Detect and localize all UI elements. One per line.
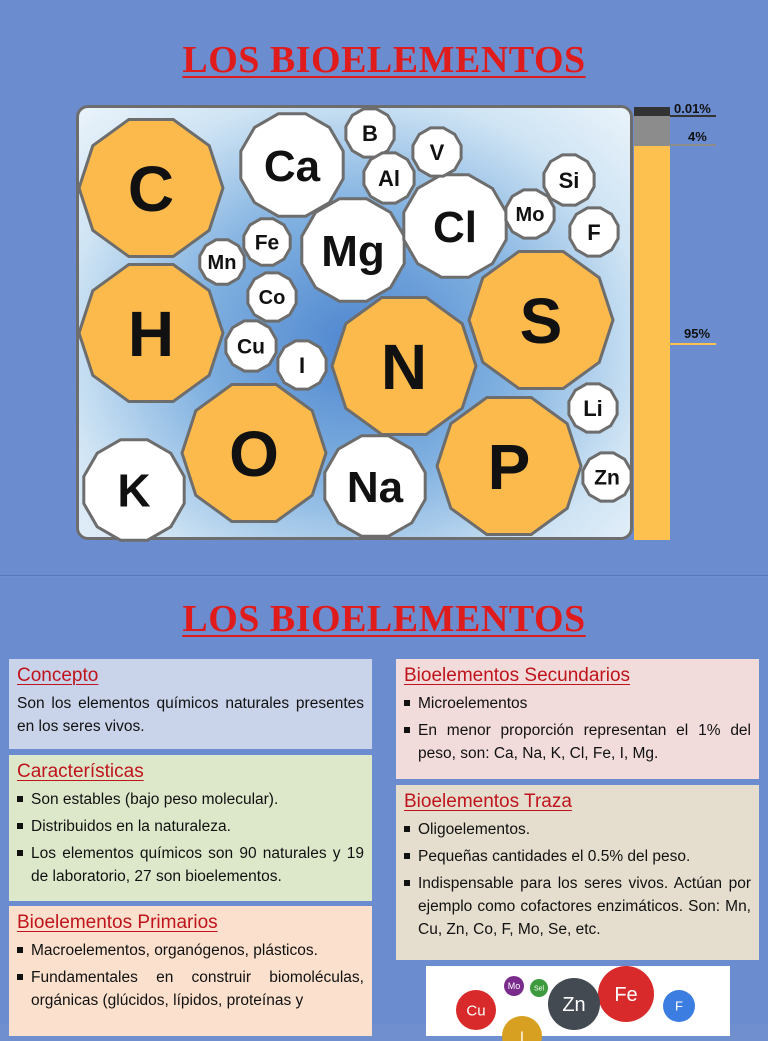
element-symbol: Cu [237,335,265,359]
element-bubble-li [569,384,617,432]
caracteristicas-box [9,755,372,901]
list-item: Oligoelementos. [404,818,751,841]
element-bubble-c [79,120,223,257]
element-bubble-o [182,385,326,522]
traza-heading: Bioelementos Traza [404,791,572,812]
element-symbol: K [117,464,151,517]
thumb-label: Sel [533,985,545,993]
traza-box [396,785,759,960]
element-bubble-mn [200,240,244,284]
element-bubble-co [248,273,296,321]
element-bubble-b [346,109,394,157]
element-bubble-si [544,155,594,205]
element-symbol: V [429,139,445,165]
thumb-bubble-sel [530,979,548,997]
primarios-box [9,906,372,1036]
secondary-percent-label: 4% [688,129,707,144]
element-symbol: F [587,219,601,245]
element-symbol: Li [583,395,603,421]
element-symbol: Mo [515,204,545,227]
bar-trace-segment [634,107,670,116]
element-symbol: Al [378,165,400,191]
primary-line [670,343,716,345]
element-bubble-mg [302,199,404,301]
secundarios-list [404,692,751,765]
thumb-bubble-i [502,1016,542,1041]
concepto-text: Son los elementos químicos naturales presentes en los seres vivos. [17,695,364,735]
list-item: Microelementos [404,692,751,715]
thumb-bubble-f [663,990,695,1022]
element-symbol: Co [258,287,286,310]
element-bubble-s [469,252,613,389]
element-bubble-n [332,298,476,435]
traza-list [404,818,751,941]
element-symbol: B [362,120,378,146]
element-bubbles-svg [79,108,636,543]
list-item: Los elementos químicos son 90 naturales y 19 de laboratorio, 27 son bioelementos. [17,842,364,888]
element-symbol: Mg [321,226,385,276]
element-bubble-ca [241,114,343,216]
trace-percent-label: 0.01% [674,101,711,116]
thumb-bubble-cu [456,990,496,1030]
concepto-heading: Concepto [17,665,99,686]
element-symbol: Ca [263,141,321,191]
element-bubble-v [413,128,461,176]
element-symbol: Zn [594,466,620,490]
element-bubble-f [570,208,618,256]
bar-secondary-segment [634,116,670,146]
element-symbol: Si [558,167,580,193]
element-bubble-cu [226,321,276,371]
element-bubble-panel [76,105,633,540]
thumb-label: Cu [466,1002,486,1020]
thumb-label: F [675,998,683,1014]
element-symbol: N [380,331,428,404]
thumb-bubble-fe [598,966,654,1022]
element-symbol: Na [346,462,404,512]
element-bubble-i [278,341,326,389]
list-item: Fundamentales en construir biomoléculas, orgánicas (glúcidos, lípidos, proteínas y [17,966,364,1012]
bar-primary-segment [634,146,670,540]
thumbnail-svg [426,966,730,1041]
element-symbol: Cl [433,202,477,252]
list-item: En menor proporción representan el 1% del peso, son: Ca, Na, K, Cl, Fe, I, Mg. [404,719,751,765]
element-symbol: O [229,418,279,491]
primary-percent-label: 95% [684,326,711,341]
list-item: Macroelementos, organógenos, plásticos. [17,939,364,962]
thumb-label: Fe [614,984,638,1006]
thumb-label: I [520,1027,524,1041]
element-symbol: C [127,153,175,226]
element-bubble-al [364,153,414,203]
primarios-list [17,939,364,1012]
thumb-label: Zn [562,994,586,1016]
element-symbol: Fe [254,231,280,255]
element-bubble-na [325,436,425,536]
element-bubble-mo [506,190,554,238]
thumb-label: Mo [507,981,521,992]
slide1-title: LOS BIOELEMENTOS [182,39,586,81]
list-item: Indispensable para los seres vivos. Actúan por ejemplo como cofactores enzimáticos. Son: Mn, Cu, Zn, Co, F, Mo, Se, etc. [404,872,751,941]
element-symbol: Mn [207,252,237,275]
list-item: Pequeñas cantidades el 0.5% del peso. [404,845,751,868]
element-symbol: I [298,352,306,378]
secondary-line [670,144,716,146]
element-bubble-zn [583,453,631,501]
caracteristicas-list [17,788,364,888]
concepto-box [9,659,372,749]
element-symbol: P [487,431,531,504]
caracteristicas-heading: Características [17,761,144,782]
element-symbol: H [127,298,175,371]
element-symbol: S [519,285,563,358]
element-bubble-k [84,440,184,540]
thumb-bubble-zn [548,978,600,1030]
element-bubble-p [437,398,581,535]
secundarios-box [396,659,759,779]
element-bubble-cl [404,175,506,277]
trace-elements-thumbnail [426,966,730,1041]
thumb-bubble-mo [504,976,524,996]
element-bubble-h [79,265,223,402]
element-bubble-fe [244,219,290,265]
slide2-title: LOS BIOELEMENTOS [182,598,586,640]
list-item: Son estables (bajo peso molecular). [17,788,364,811]
primarios-heading: Bioelementos Primarios [17,912,218,933]
list-item: Distribuidos en la naturaleza. [17,815,364,838]
secundarios-heading: Bioelementos Secundarios [404,665,631,686]
